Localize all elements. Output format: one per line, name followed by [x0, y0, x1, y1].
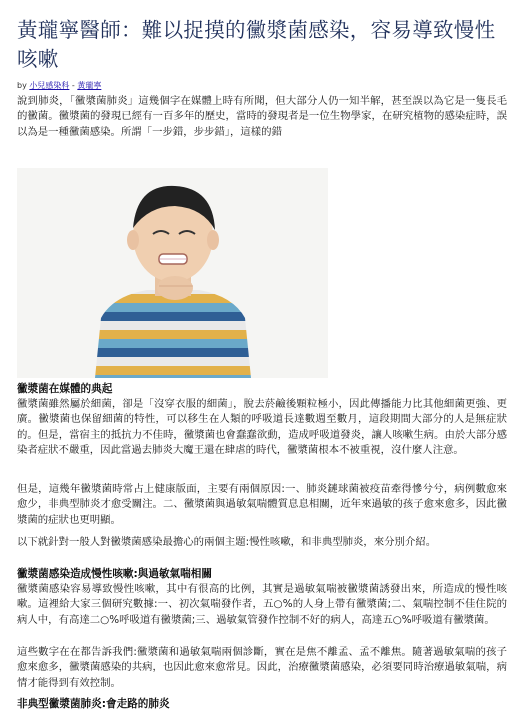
byline-separator: - — [71, 81, 75, 90]
article-photo — [17, 168, 328, 378]
article-title: 黃瓏寧醫師：難以捉摸的黴漿菌感染，容易導致慢性咳嗽 — [17, 18, 496, 71]
section1-paragraph-1: 黴漿菌雖然屬於細菌，卻是「沒穿衣服的細菌」，脫去菸鹼後顆粒極小，因此傳播能力比其他細菌更強、更廣。黴漿菌也保留細菌的特性，可以移生在人類的呼吸道長達數週至數月，這段期間大部分的人是無症狀的。但是，當宿主的抵抗力不佳時，黴漿菌也會蠢蠢欲動，造成呼吸道發炎，讓人咳嗽生病。由於大部分感染者症狀不嚴重，因此當過去肺炎大魔王還在肆虐的時代，黴漿菌根本不被重視，沒什麼人注意。 — [17, 398, 507, 457]
section-heading: 黴漿菌在媒體的典起 — [17, 383, 113, 395]
department-link[interactable]: 小兒感染科 — [29, 81, 70, 90]
byline-prefix: by — [17, 81, 27, 90]
section-heading: 非典型黴漿菌肺炎:會走路的肺炎 — [17, 698, 170, 710]
author-link[interactable]: 黃瓏寧 — [77, 81, 102, 90]
section1-paragraph-3: 以下就針對一般人對黴漿菌感染最擔心的兩個主題:慢性咳嗽，和非典型肺炎，來分別介紹。 — [17, 536, 437, 548]
section-heading: 黴漿菌感染造成慢性咳嗽:與過敏氣喘相關 — [17, 568, 212, 580]
boy-with-sore-throat-image — [17, 168, 328, 378]
section2-paragraph-1: 黴漿菌感染容易導致慢性咳嗽，其中有很高的比例，其實是過敏氣喘被黴漿菌誘發出來，所造成的慢性咳嗽。這裡給大家三個研究數據:一、初次氣喘發作者，五○%的人身上帶有黴漿菌;二、氣喘控制不佳住院的病人中，有高達二○%呼吸道有黴漿菌;三、過敏氣管發作控制不好的病人，高達五○%呼吸道有黴漿菌。 — [17, 583, 507, 626]
section1-paragraph-2: 但是，這幾年黴漿菌時常占上健康版面，主要有兩個原因:一、肺炎鏈球菌被疫苗牽得慘兮兮，病例數愈來愈少，非典型肺炎才愈受關注。二、黴漿菌與過敏氣喘體質息息相關，近年來過敏的孩子愈來愈多，因此黴漿菌的症狀也更明顯。 — [17, 483, 507, 526]
byline — [17, 80, 101, 91]
section2-paragraph-2: 這些數字在在都告訴我們:黴漿菌和過敏氣喘兩個診斷，實在是焦不離孟、孟不離焦。隨著過敏氣喘的孩子愈來愈多，黴漿菌感染的共病，也因此愈來愈常見。因此，治療黴漿菌感染，必須要同時治療過敏氣喘，病情才能得到有效控制。 — [17, 646, 507, 689]
intro-paragraph: 說到肺炎，「黴漿菌肺炎」這幾個字在媒體上時有所聞，但大部分人仍一知半解，甚至誤以為它是一隻長毛的黴菌。黴漿菌的發現已經有一百多年的歷史，當時的發現者是一位生物學家，在研究植物的感染症時，誤以為是一種黴菌感染。所謂「一步錯，步步錯」，這樣的錯 — [17, 95, 507, 138]
